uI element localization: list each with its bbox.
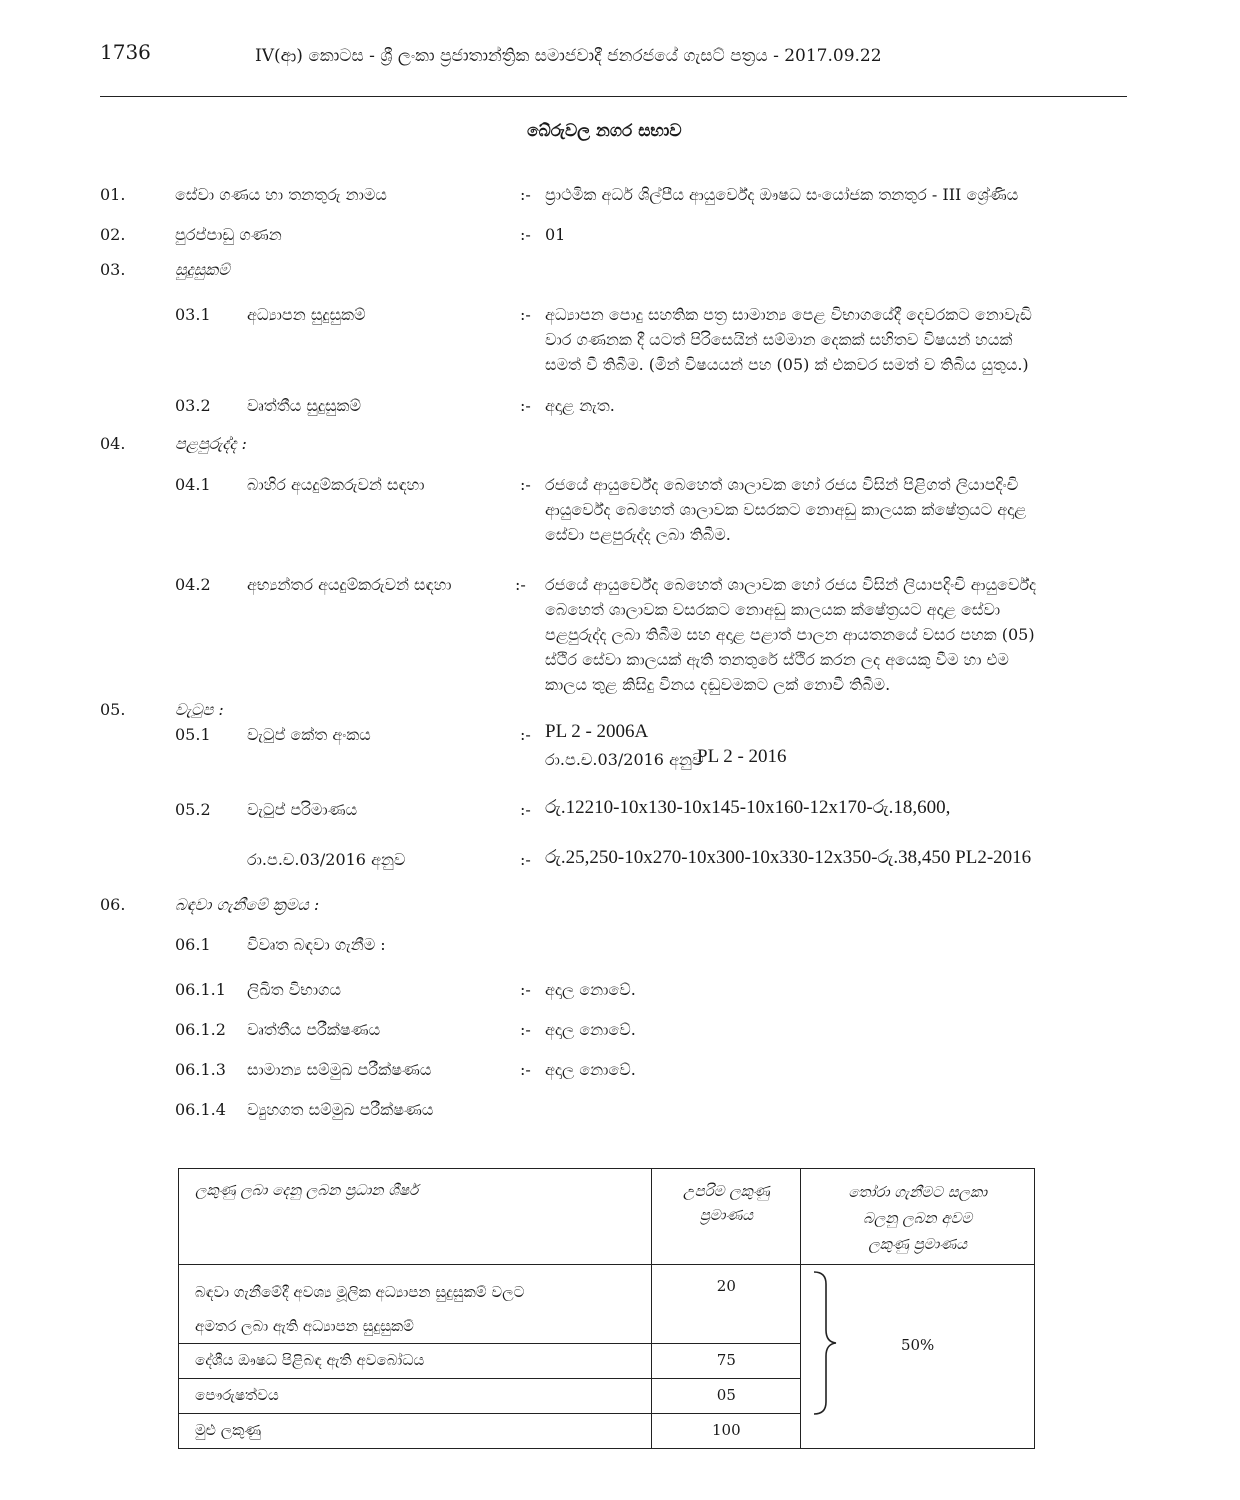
- pay-code-revised: PL 2 - 2016: [697, 746, 787, 767]
- item-label: බාහිර අයදුම්කරුවන් සඳහා: [247, 475, 425, 494]
- section-title: බේරුවල නගර සභාව: [527, 121, 682, 141]
- item-number: 06.1.4: [175, 1100, 226, 1119]
- table-cell-max: 75: [652, 1344, 801, 1379]
- item-label: සේවා ගණය හා තනතුරු නාමය: [175, 185, 387, 204]
- item-label: වැටුප් කේත අංකය: [247, 725, 371, 744]
- item-number: 05.1: [175, 725, 211, 744]
- item-value: අදාල නොවේ.: [545, 1060, 636, 1079]
- table-cell-max: 20: [652, 1265, 801, 1344]
- item-label: වෘත්තීය පරීක්ෂණය: [247, 1020, 381, 1039]
- item-label: ව්‍යුහගත සම්මුඛ පරීක්ෂණය: [247, 1100, 434, 1119]
- table-cell-max: 100: [652, 1414, 801, 1449]
- item-paragraph: රජයේ ආයුර්වේද බෙහෙත් ශාලාවක හෝ රජය විසින් ලියාපදිංචි ආයුර්වේද බෙහෙත් ශාලාවක වසරකට නොඅඩු කාලයක ක්ෂේත්‍රයට අදාළ සේවා පළපුරුද්ද ලබා තිබීම සහ අදාළ පළාත් පාලන ආයතනයේ වසර පහක (05) ස්ථිර සේවා කාලයක් ඇති තනතුරේ ස්ථිර කරන ලද අයෙකු වීම හා එම කාලය තුළ කිසිදු විනය දඬුවමකට ලක් නොවී තිබීම.: [545, 575, 1037, 694]
- item-paragraph: අධ්‍යාපන පොදු සහතික පත්‍ර සාමාන්‍ය පෙළ විභාගයේදී දෙවරකට නොවැඩි වාර ගණනක දී යටත් පිරිසෙයින් සම්මාන දෙකක් සහිතව විෂයන් හයක් සමත් වී තිබීම. (මින් විෂයයන් පහ (05) ක් එකවර සමත් ව තිබිය යුතුය.): [545, 305, 1032, 374]
- item-number: 05.2: [175, 800, 211, 819]
- item-label: පුරප්පාඩු ගණන: [175, 225, 282, 244]
- item-number: 04.: [100, 434, 126, 453]
- item-heading: වැටුප :: [175, 700, 224, 719]
- item-heading: පළපුරුද්ද :: [175, 434, 247, 453]
- item-heading: බඳවා ගැනීමේ ක්‍රමය :: [175, 895, 320, 914]
- item-number: 06.1.2: [175, 1020, 226, 1039]
- separator: :-: [520, 185, 531, 204]
- table-cell-topic: දේශීය ඖෂධ පිළිබඳ ඇති අවබෝධය: [179, 1344, 652, 1379]
- item-label: රා.ප.ච.03/2016 අනුව: [247, 850, 406, 869]
- table-header-row: [179, 1169, 1035, 1265]
- item-number: 06.1.1: [175, 980, 226, 999]
- item-label: වෘත්තීය සුදුසුකම්: [247, 396, 361, 415]
- header-rule: [100, 96, 1127, 97]
- item-heading: සුදුසුකම්: [175, 260, 230, 279]
- item-number: 04.1: [175, 475, 211, 494]
- item-label: විවෘත බඳවා ගැනීම :: [247, 935, 386, 954]
- table-row: [179, 1265, 1035, 1344]
- separator: :-: [520, 305, 531, 324]
- item-number: 03.2: [175, 396, 211, 415]
- item-number: 06.1.3: [175, 1060, 226, 1079]
- separator: :-: [520, 396, 531, 415]
- column-header-topic: ලකුණු ලබා දෙනු ලබන ප්‍රධාන ශීර්ෂ: [179, 1169, 652, 1265]
- item-paragraph: රජයේ ආයුර්වේද බෙහෙත් ශාලාවක හෝ රජය විසින් පිළිගත් ලියාපදිංචි ආයුර්වේද බෙහෙත් ශාලාවක වසරකට නොඅඩු කාලයක ක්ෂේත්‍රයට අදාළ සේවා පළපුරුද්ද ලබා තිබීම.: [545, 475, 1027, 544]
- column-header-max: උපරිම ලකුණු ප්‍රමාණය: [652, 1169, 801, 1265]
- item-number: 03.1: [175, 305, 211, 324]
- table-cell-topic: බඳවා ගැනීමේදී අවශ්‍ය මූලික අධ්‍යාපන සුදුසුකම් වලට අමතර ලබා ඇති අධ්‍යාපන සුදුසුකම්: [179, 1265, 652, 1344]
- item-label: ලිඛිත විභාගය: [247, 980, 342, 999]
- item-label: වැටුප් පරිමාණය: [247, 800, 358, 819]
- separator: :-: [520, 800, 531, 819]
- page-number: 1736: [100, 40, 151, 64]
- item-label: අභ්‍යන්තර අයදුම්කරුවන් සඳහා: [247, 575, 452, 594]
- running-title: IV(ආ) කොටස - ශ්‍රී ලංකා ප්‍රජාතාන්ත්‍රික සමාජවාදී ජනරජයේ ගැසට් පත්‍රය - 2017.09.22: [255, 46, 882, 66]
- item-number: 06.: [100, 895, 126, 914]
- item-value: අදාල නොවේ.: [545, 1020, 636, 1039]
- marks-table: [178, 1168, 1035, 1449]
- item-value: ප්‍රාථමික අර්ධ ශිල්පීය ආයුර්වේද ඖෂධ සංයෝජක තනතුර - III ශ්‍රේණිය: [545, 185, 1019, 204]
- table-cell-topic: මුළු ලකුණු: [179, 1414, 652, 1449]
- min-marks-value: 50%: [900, 1335, 935, 1354]
- table-cell-topic: පෞරුෂත්වය: [179, 1379, 652, 1414]
- separator: :-: [520, 725, 531, 744]
- separator: :-: [520, 475, 531, 494]
- pay-code-circular: රා.ප.ච.03/2016 අනුව: [545, 750, 704, 769]
- item-label: අධ්‍යාපන සුදුසුකම්: [247, 305, 366, 324]
- item-value: 01: [545, 225, 566, 244]
- table-cell-max: 05: [652, 1379, 801, 1414]
- separator: :-: [515, 575, 526, 594]
- item-number: 01.: [100, 185, 126, 204]
- item-value: අදාල නොවේ.: [545, 980, 636, 999]
- curly-brace-icon: [810, 1268, 840, 1418]
- item-number: 04.2: [175, 575, 211, 594]
- pay-code: PL 2 - 2006A: [545, 721, 649, 742]
- salary-scale-revised: රු.25,250-10x270-10x300-10x330-12x350-රු.38,450 PL2-2016: [545, 847, 1032, 868]
- item-number: 05.: [100, 700, 126, 719]
- column-header-min: තෝරා ගැනීමට සලකා බලනු ලබන අවම ලකුණු ප්‍රමාණය: [801, 1169, 1035, 1265]
- separator: :-: [520, 1020, 531, 1039]
- separator: :-: [520, 980, 531, 999]
- item-value: අදාළ නැත.: [545, 396, 615, 415]
- salary-scale: රු.12210-10x130-10x145-10x160-12x170-රු.18,600,: [545, 797, 951, 818]
- separator: :-: [520, 225, 531, 244]
- item-number: 06.1: [175, 935, 211, 954]
- item-number: 03.: [100, 260, 126, 279]
- separator: :-: [520, 1060, 531, 1079]
- separator: :-: [520, 850, 531, 869]
- item-number: 02.: [100, 225, 126, 244]
- item-label: සාමාන්‍ය සම්මුඛ පරීක්ෂණය: [247, 1060, 432, 1079]
